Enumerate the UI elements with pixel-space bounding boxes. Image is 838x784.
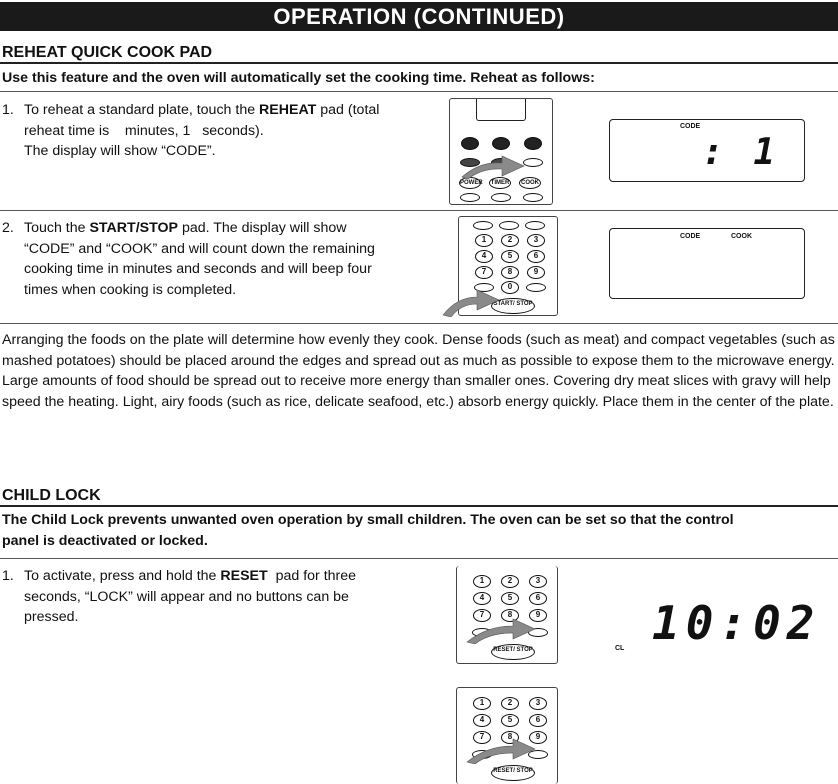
reset-stop-button[interactable]: RESET/ STOP (491, 765, 535, 781)
reset-stop-button[interactable]: RESET/ STOP (491, 644, 535, 660)
key-5[interactable]: 5 (501, 592, 519, 605)
key-8[interactable]: 8 (501, 266, 519, 279)
reheat-section-title: REHEAT QUICK COOK PAD (2, 44, 213, 61)
key-8[interactable]: 8 (501, 609, 519, 622)
number-keypad-illustration (458, 216, 558, 316)
key-7[interactable]: 7 (473, 609, 491, 622)
key-3[interactable]: 3 (529, 697, 547, 710)
key-7[interactable]: 7 (475, 266, 493, 279)
reheat-step-1: 1. To reheat a standard plate, touch the REHEAT pad (total reheat time is minutes, 1 seconds). The display will show “CODE”. (2, 102, 380, 159)
cook-button[interactable]: COOK (519, 177, 541, 189)
divider (0, 91, 838, 92)
key-5[interactable]: 5 (501, 250, 519, 263)
reheat-step-2: 2. Touch the START/STOP pad. The display will show “CODE” and “COOK” and will count down the remaining cooking time in minutes and seconds and will beep four times when cooking is completed. (2, 220, 375, 298)
display-label-code: CODE (680, 233, 701, 240)
reheat-title-rule (0, 62, 838, 64)
keypad-button[interactable] (492, 137, 510, 150)
key-6[interactable]: 6 (529, 714, 547, 727)
key-6[interactable]: 6 (529, 592, 547, 605)
display-label-code: CODE (680, 123, 701, 130)
divider (0, 210, 838, 211)
press-arrow-icon (465, 616, 537, 644)
key-2[interactable]: 2 (501, 575, 519, 588)
key-4[interactable]: 4 (473, 592, 491, 605)
lock-display-digits: 10:02 (652, 596, 821, 650)
keypad-button[interactable] (460, 193, 480, 202)
press-arrow-icon (441, 287, 501, 317)
timer-button[interactable]: TIMER (489, 177, 511, 189)
keypad-button[interactable] (473, 221, 493, 230)
reset-keypad-illustration (456, 687, 558, 784)
step-number: 1. (2, 102, 14, 118)
child-lock-step-1: 1. To activate, press and hold the RESET pad for three seconds, “LOCK” will appear and no buttons can be pressed. (2, 568, 357, 625)
key-6[interactable]: 6 (527, 250, 545, 263)
start-stop-pad-label: START/STOP (89, 220, 179, 236)
press-arrow-icon (458, 151, 528, 181)
divider (0, 323, 838, 324)
lcd-display-code-cook (609, 228, 805, 299)
reheat-pad-label: REHEAT (259, 102, 317, 118)
key-2[interactable]: 2 (501, 234, 519, 247)
key-9[interactable]: 9 (529, 731, 547, 744)
reset-keypad-illustration (456, 566, 558, 664)
key-1[interactable]: 1 (475, 234, 493, 247)
key-4[interactable]: 4 (475, 250, 493, 263)
food-arrangement-paragraph: Arranging the foods on the plate will determine how evenly they cook. Dense foods (such as meat) and compact vegetables (such as mashed potatoes) should be placed around the edges and spread out as much as possible to expose them to the microwave energy. Large amounts of food should be spread out to receive more energy than smaller ones. Covering dry meat slices with gravy will help speed the heating. Light, airy foods (such as rice, delicate seafood, etc.) absorb energy quickly. Place them in the center of the plate. (2, 332, 835, 410)
keypad-button[interactable] (523, 193, 543, 202)
display-digits: : 1 (702, 132, 780, 173)
keypad-button[interactable] (499, 221, 519, 230)
control-panel-illustration (449, 98, 553, 205)
display-label-cook: COOK (731, 233, 752, 240)
child-lock-section-title: CHILD LOCK (2, 487, 101, 504)
reset-pad-label: RESET (220, 568, 268, 584)
page-banner: OPERATION (CONTINUED) (0, 2, 838, 31)
key-9[interactable]: 9 (527, 266, 545, 279)
lcd-display-code (609, 119, 805, 182)
start-stop-button[interactable]: START/ STOP (491, 298, 535, 314)
press-arrow-icon (465, 736, 537, 764)
lock-display-label-cl: CL (615, 645, 625, 652)
key-1[interactable]: 1 (473, 697, 491, 710)
key-3[interactable]: 3 (527, 234, 545, 247)
keypad-button[interactable] (525, 221, 545, 230)
key-9[interactable]: 9 (529, 609, 547, 622)
key-8[interactable]: 8 (501, 731, 519, 744)
keypad-button[interactable] (526, 283, 546, 292)
child-lock-intro: The Child Lock prevents unwanted oven operation by small children. The oven can be set so that the control panel is deactivated or locked. (2, 512, 734, 549)
keypad-button[interactable] (461, 137, 479, 150)
key-2[interactable]: 2 (501, 697, 519, 710)
key-7[interactable]: 7 (473, 731, 491, 744)
step-number: 1. (2, 568, 14, 584)
keypad-button[interactable] (491, 193, 511, 202)
panel-display-window (476, 99, 526, 121)
key-3[interactable]: 3 (529, 575, 547, 588)
keypad-button[interactable] (524, 137, 542, 150)
child-lock-title-rule (0, 505, 838, 507)
divider (0, 558, 838, 559)
step-number: 2. (2, 220, 14, 236)
key-5[interactable]: 5 (501, 714, 519, 727)
reheat-intro: Use this feature and the oven will automatically set the cooking time. Reheat as follows: (2, 70, 595, 86)
key-4[interactable]: 4 (473, 714, 491, 727)
key-1[interactable]: 1 (473, 575, 491, 588)
power-button[interactable]: POWER (459, 177, 481, 189)
key-0[interactable]: 0 (501, 281, 519, 294)
